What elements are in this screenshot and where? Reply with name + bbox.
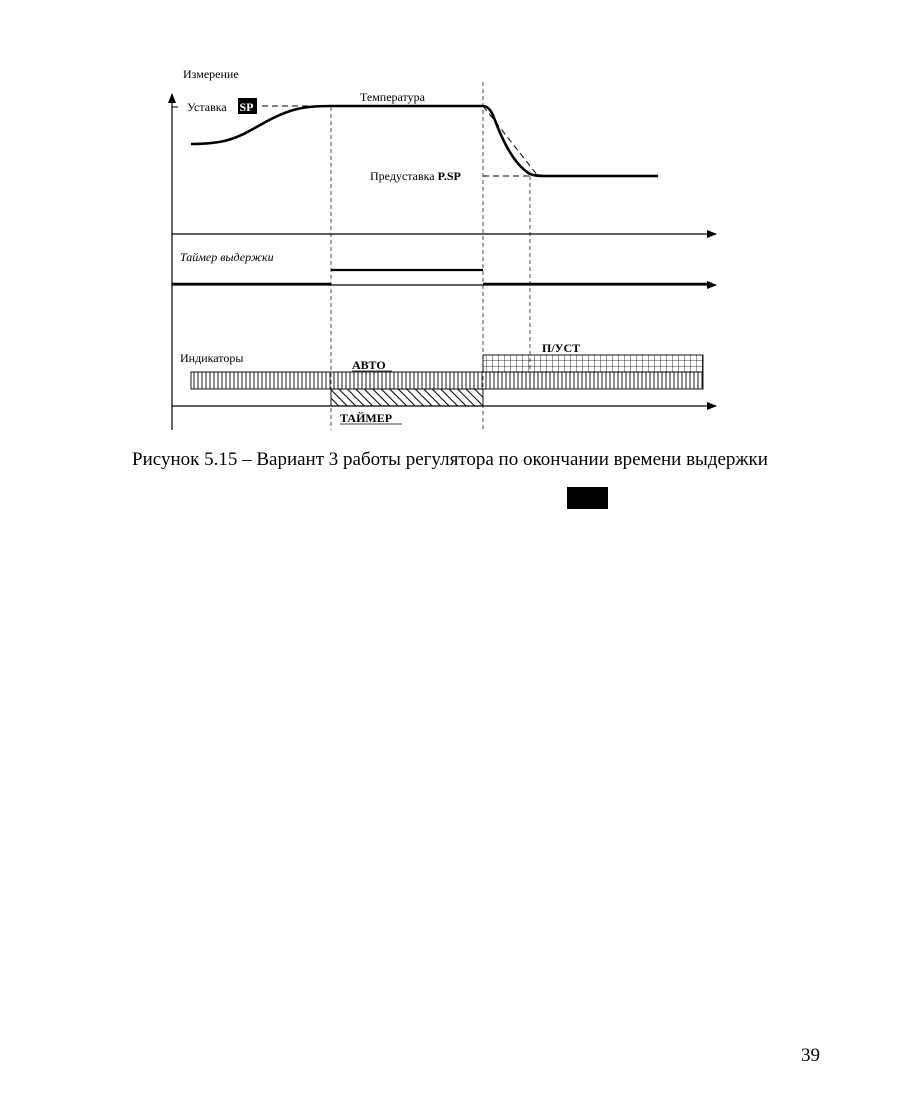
auto-label: АВТО [352, 358, 386, 372]
timing-diagram [0, 0, 900, 445]
redaction-box [567, 487, 608, 509]
temperature-curve [191, 106, 658, 176]
setpoint-transition-dashed [483, 106, 538, 176]
figure-caption: Рисунок 5.15 – Вариант 3 работы регулятора по окончании времени выдержки [132, 449, 768, 470]
setpoint-label: Уставка [187, 100, 227, 114]
timer-indicator-bar [331, 389, 483, 406]
timer-label: ТАЙМЕР [340, 411, 393, 425]
page-number: 39 [801, 1045, 820, 1066]
indicators-label: Индикаторы [180, 351, 244, 365]
auto-indicator-bar [191, 372, 703, 389]
temperature-label: Температура [360, 90, 425, 104]
measurement-label: Измерение [183, 67, 239, 81]
preset-label: П/УСТ [542, 341, 581, 355]
setpoint-code: SP [239, 100, 254, 114]
preset-indicator-bar [483, 355, 703, 372]
hold-timer-label: Таймер выдержки [180, 250, 274, 264]
presetpoint-label: Предуставка P.SP [370, 169, 461, 183]
